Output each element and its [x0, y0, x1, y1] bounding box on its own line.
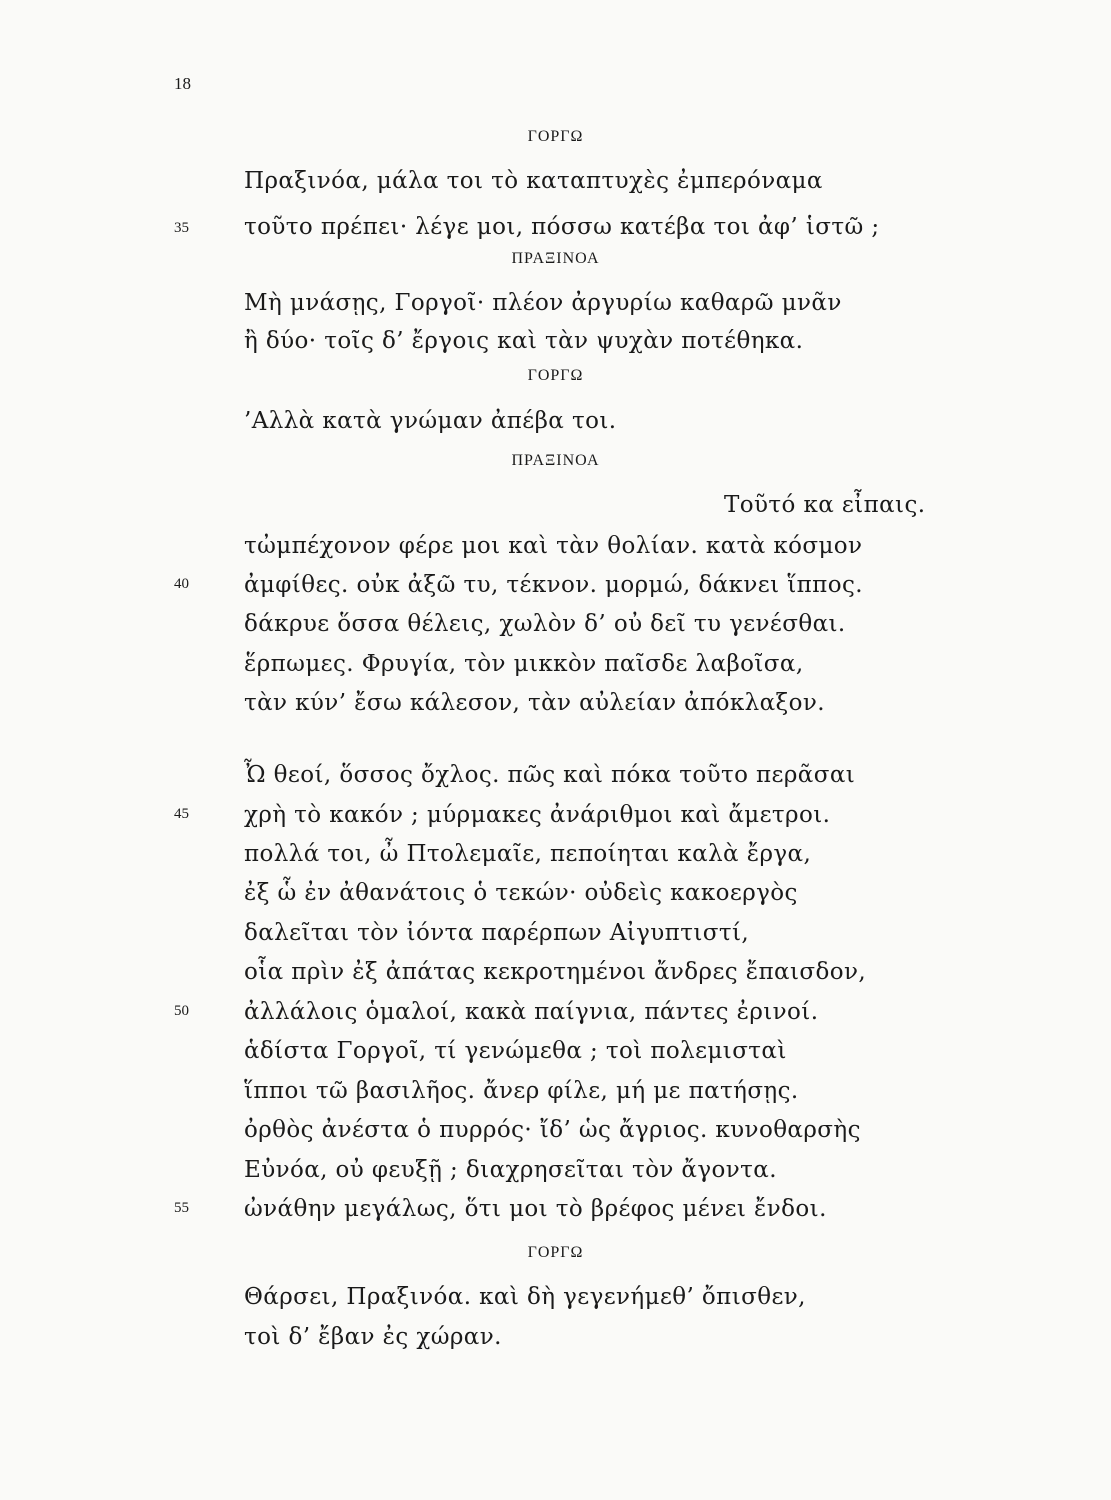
page-number: 18 [174, 74, 191, 93]
verse-line: ἕρπωμες. Φρυγία, τὸν μικκὸν παῖσδε λαβοῖσα, [244, 651, 804, 677]
verse-line: τοὶ δ’ ἔβαν ἐς χώραν. [244, 1324, 502, 1350]
verse-line: χρὴ τὸ κακόν ; μύρμακες ἀνάριθμοι καὶ ἄμετροι. [244, 802, 831, 828]
verse-line: Θάρσει, Πραξινόα. καὶ δὴ γεγενήμεθ’ ὄπισθεν, [244, 1284, 806, 1310]
verse-line: ἵπποι τῶ βασιλῆος. ἄνερ φίλε, μή με πατήσῃς. [244, 1078, 799, 1104]
verse-line: ’Αλλὰ κατὰ γνώμαν ἀπέβα τοι. [244, 408, 617, 434]
verse-line: τὰν κύν’ ἔσω κάλεσον, τὰν αὐλείαν ἀπόκλαξον. [244, 690, 825, 716]
speaker-heading: ΓΟΡΓΩ [527, 1244, 584, 1261]
verse-line: Μὴ μνάσῃς, Γοργοῖ· πλέον ἀργυρίω καθαρῶ μνᾶν [244, 290, 842, 316]
verse-line: Ὦ θεοί, ὅσσος ὄχλος. πῶς καὶ πόκα τοῦτο περᾶσαι [244, 762, 856, 788]
line-number: 50 [174, 1003, 189, 1019]
verse-line: ὀρθὸς ἀνέστα ὁ πυρρός· ἴδ’ ὡς ἄγριος. κυνοθαρσὴς [244, 1117, 861, 1143]
verse-line: ἀλλάλοις ὁμαλοί, κακὰ παίγνια, πάντες ἐρινοί. [244, 999, 819, 1025]
verse-line: ἀμφίθες. οὐκ ἀξῶ τυ, τέκνον. μορμώ, δάκνει ἵππος. [244, 572, 863, 598]
line-number: 40 [174, 576, 189, 592]
verse-line: πολλά τοι, ὦ Πτολεμαῖε, πεποίηται καλὰ ἔργα, [244, 841, 812, 867]
verse-line: Πραξινόα, μάλα τοι τὸ καταπτυχὲς ἐμπερόναμα [244, 168, 823, 194]
verse-line: οἷα πρὶν ἐξ ἀπάτας κεκροτημένοι ἄνδρες ἔπαισδον, [244, 959, 867, 985]
verse-line: τοῦτο πρέπει· λέγε μοι, πόσσω κατέβα τοι ἀφ’ ἱστῶ ; [244, 214, 880, 240]
speaker-heading: ΠΡΑΞΙΝΟΑ [511, 452, 600, 469]
line-number: 45 [174, 806, 189, 822]
verse-line: Τοῦτό κα εἶπαις. [724, 492, 926, 518]
verse-line: ἁδίστα Γοργοῖ, τί γενώμεθα ; τοὶ πολεμισταὶ [244, 1038, 787, 1064]
verse-line: δαλεῖται τὸν ἰόντα παρέρπων Αἰγυπτιστί, [244, 920, 750, 946]
verse-line: Εὐνόα, οὐ φευξῇ ; διαχρησεῖται τὸν ἄγοντα. [244, 1157, 777, 1183]
verse-line: ἐξ ὧ ἐν ἀθανάτοις ὁ τεκών· οὐδεὶς κακοεργὸς [244, 880, 798, 906]
line-number: 35 [174, 220, 189, 236]
speaker-heading: ΠΡΑΞΙΝΟΑ [511, 250, 600, 267]
line-number: 55 [174, 1200, 189, 1216]
verse-line: τὠμπέχονον φέρε μοι καὶ τὰν θολίαν. κατὰ κόσμον [244, 533, 863, 559]
verse-line: ἢ δύο· τοῖς δ’ ἔργοις καὶ τὰν ψυχὰν ποτέθηκα. [244, 328, 804, 354]
speaker-heading: ΓΟΡΓΩ [527, 367, 584, 384]
verse-line: ὠνάθην μεγάλως, ὅτι μοι τὸ βρέφος μένει ἔνδοι. [244, 1196, 827, 1222]
speaker-heading: ΓΟΡΓΩ [527, 128, 584, 145]
verse-line: δάκρυε ὅσσα θέλεις, χωλὸν δ’ οὐ δεῖ τυ γενέσθαι. [244, 611, 846, 637]
